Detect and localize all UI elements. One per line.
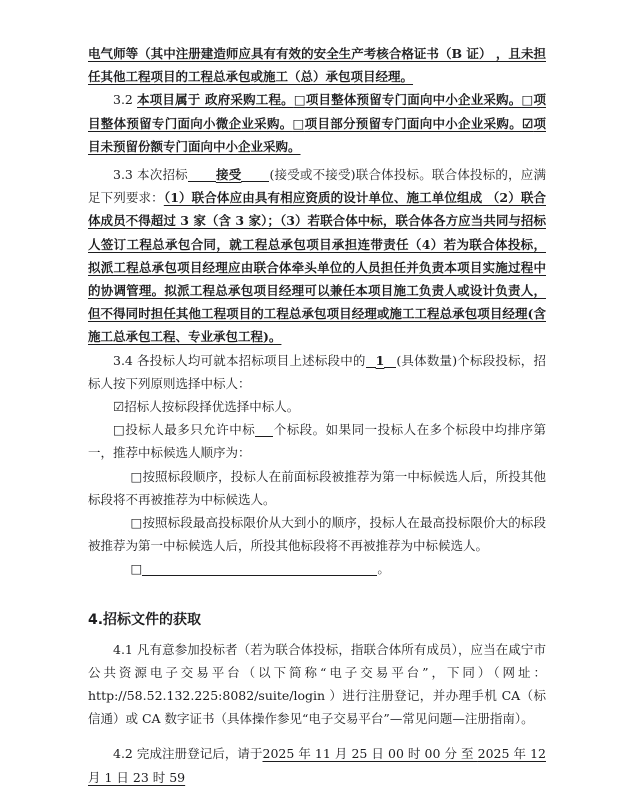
para-4-2 xyxy=(88,742,546,788)
suboption-by-price-ceiling-order xyxy=(88,511,546,557)
text-run: 投标人最多只允许中标 xyxy=(125,422,256,438)
suboption-by-section-order xyxy=(88,465,546,511)
text-run: 接受 xyxy=(215,167,242,183)
text-run: （1）联合体应由具有相应资质的设计单位、施工单位组成 （2）联合体成员不得超过 3 家（含 3 家）；（3）若联合体中标，联合体各方应当共同与招标人签订工程总承包合同，就工程总承包项目承担连带责任（4）若为联合体投标，拟派工程总承包项目经理应由联合体牵头单位的人员担任并负责本项目实施过程中的协调管理。拟派工程总承包项目经理可以兼任本项目施工负责人或设计负责人，但不得同时担任其他工程项目的工程总承包项目经理或施工工程总承包项目经理(含施工总承包工程、专业承包工程)。 xyxy=(88,190,546,345)
checkbox-unchecked-icon: □ xyxy=(113,422,126,438)
fill-in-blank-line xyxy=(142,563,377,577)
checkbox-checked-icon: ☑ xyxy=(521,115,534,131)
text-run: 3.3 本次招标 xyxy=(113,167,188,183)
para-3-2 xyxy=(88,88,546,158)
text-run: 3.4 各投标人均可就本招标项目上述标段中的 xyxy=(113,352,366,368)
text-run: 2025 年 12 月 1 日 23 时 59 xyxy=(88,746,546,785)
text-run: http://58.52.132.225:8082/suite/login xyxy=(88,688,326,704)
section-4-heading xyxy=(88,607,546,633)
text-run: 个标段。如果同一投标人在多个标段中均排序第一，推荐中标候选人顺序为： xyxy=(88,422,546,461)
fill-in-blank-line xyxy=(384,354,396,368)
fill-in-blank-line xyxy=(241,169,269,183)
checkbox-unchecked-icon: □ xyxy=(130,561,143,577)
text-run: (具体数量)个标段投标，招标人按下列原则选择中标人： xyxy=(88,352,546,391)
text-run: 按照标段最高投标限价从大到小的顺序，投标人在最高投标限价大的标段被推荐为第一中标候选人后，所投其他标段将不再被推荐为中标候选人。 xyxy=(88,515,546,554)
suboption-other-blank xyxy=(88,557,546,580)
text-run: 1 xyxy=(375,352,385,368)
text-run: 项目整体预留专门面向小微企业采购。 xyxy=(88,92,546,131)
checkbox-checked-icon: ☑ xyxy=(113,399,125,415)
para-3-4 xyxy=(88,349,546,395)
fill-in-blank-line xyxy=(366,354,376,368)
text-run: 电气师等（其中注册建造师应具有有效的安全生产考核合格证书（B 证） ，且未担任其他工程项目的工程总承包或施工（总）承包项目经理。 xyxy=(88,46,546,85)
para-3-1-continuation xyxy=(88,42,546,88)
text-run: 。 xyxy=(377,561,390,577)
text-run: 项目部分预留专门面向中小企业采购。 xyxy=(304,115,522,131)
para-4-1 xyxy=(88,638,546,731)
text-run: (接受或不接受)联合体投标。联合体投标的，应满足下列要求： xyxy=(88,167,546,206)
text-run: 按照标段顺序，投标人在前面标段被推荐为第一中标候选人后，所投其他标段将不再被推荐为中标候选人。 xyxy=(88,468,546,507)
text-run: 4.2 完成注册登记后，请于 xyxy=(113,746,263,762)
checkbox-unchecked-icon: □ xyxy=(293,92,306,108)
option-select-by-section-checked xyxy=(88,395,546,418)
checkbox-unchecked-icon: □ xyxy=(292,115,305,131)
text-run: 4.招标文件的获取 xyxy=(88,611,202,628)
checkbox-unchecked-icon: □ xyxy=(130,515,143,531)
para-3-3 xyxy=(88,163,546,349)
text-run: 本项目属于 政府采购工程。 xyxy=(137,92,294,108)
text-run: 项目未预留份额专门面向中小企业采购。 xyxy=(88,115,546,154)
fill-in-blank-line xyxy=(188,169,216,183)
text-run: 至 xyxy=(457,746,478,762)
document-body xyxy=(88,42,546,789)
text-run: 招标人按标段择优选择中标人。 xyxy=(124,399,300,415)
text-run: ）进行注册登记，并办理手机 CA（标信通）或 CA 数字证书（具体操作参见“电子交易平台”—常见问题—注册指南）。 xyxy=(88,688,546,727)
fill-in-blank-line xyxy=(255,424,273,438)
text-run: 项目整体预留专门面向中小企业采购。 xyxy=(305,92,522,108)
text-run: 3.2 xyxy=(113,92,138,108)
checkbox-unchecked-icon: □ xyxy=(521,92,534,108)
text-run: 2025 年 11 月 25 日 00 时 00 分 xyxy=(262,746,458,762)
text-run: 4.1 凡有意参加投标者（若为联合体投标，指联合体所有成员），应当在咸宁市公共资源电子交易平台（以下简称“电子交易平台”，下同）（网址： xyxy=(88,641,546,680)
checkbox-unchecked-icon: □ xyxy=(130,468,143,484)
option-max-won-sections xyxy=(88,418,546,464)
